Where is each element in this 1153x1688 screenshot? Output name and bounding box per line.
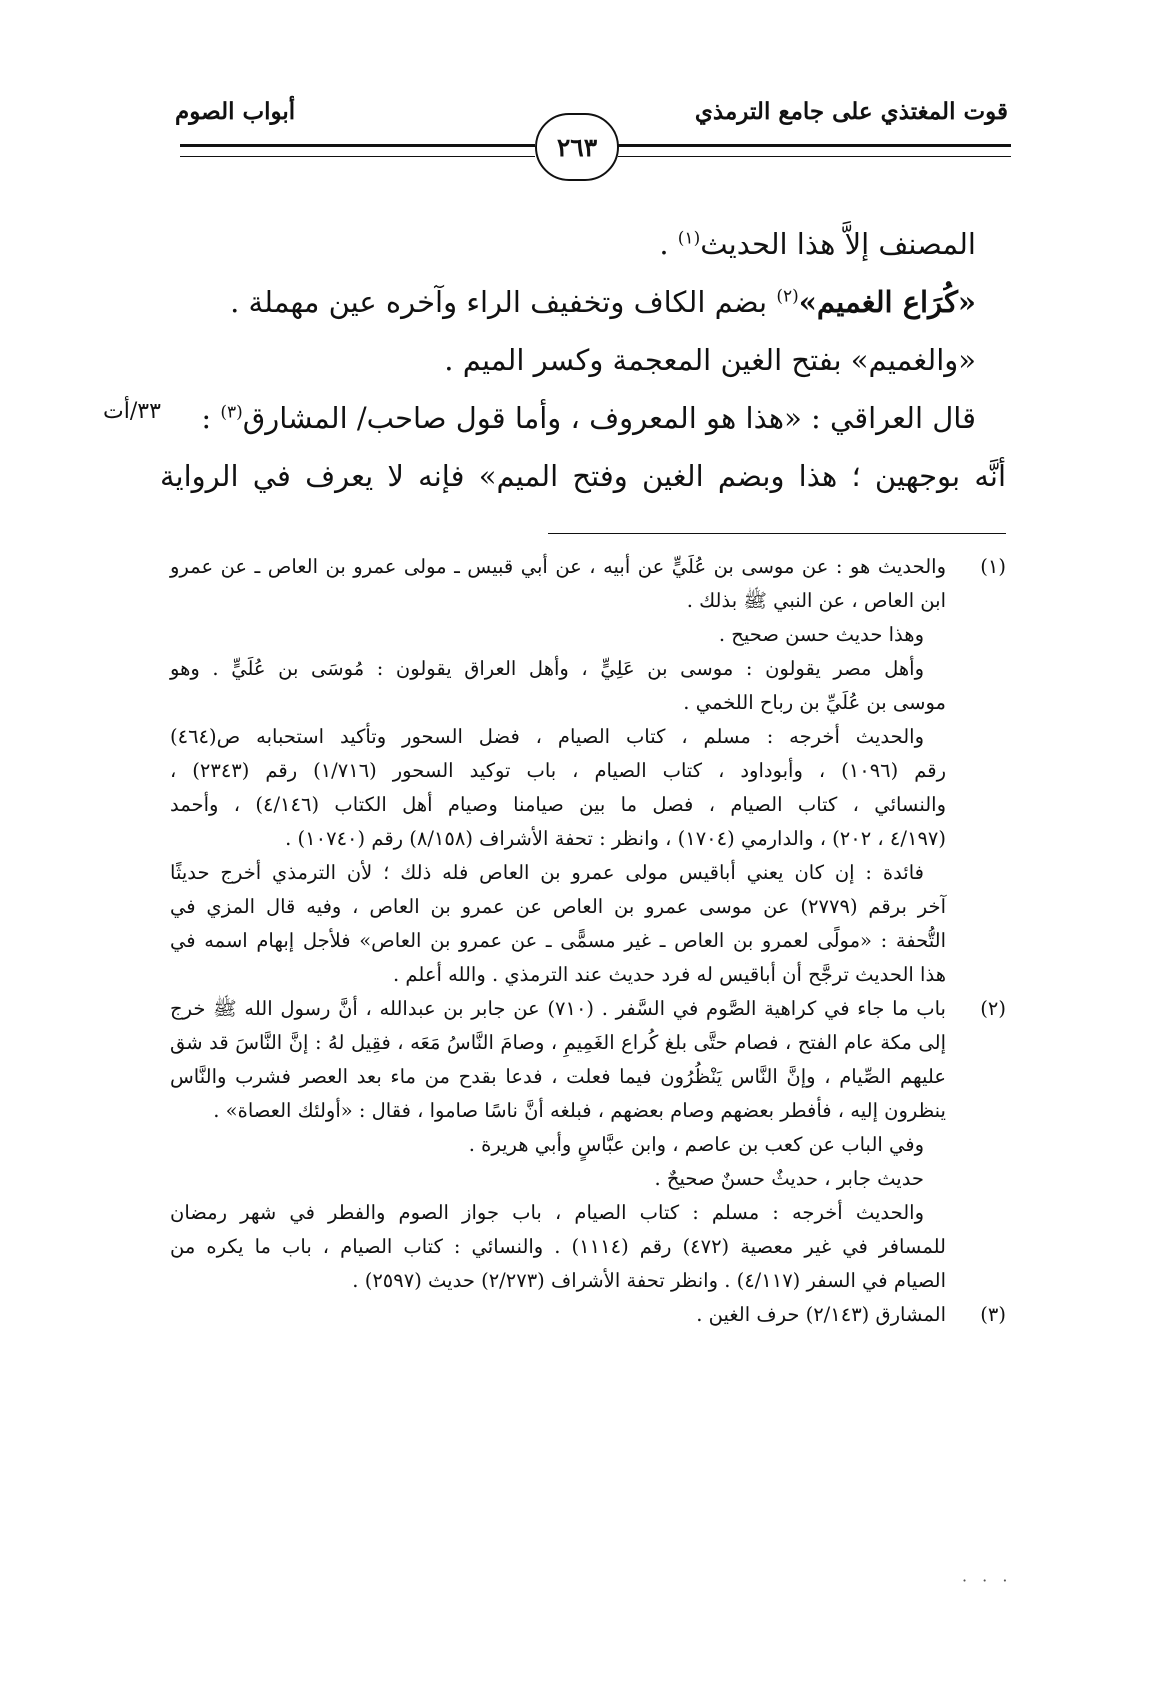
footnote-line: ينظرون إليه ، فأفطر بعضهم وصام بعضهم ، فبلغه أنَّ ناسًا صاموا ، فقال : «أولئك العصاة» .	[213, 1099, 946, 1122]
footnote-ref-1: (١)	[677, 228, 701, 249]
footnote-line: والحديث أخرجه : مسلم : كتاب الصيام ، باب جواز الصوم والفطر في شهر رمضان	[170, 1201, 924, 1224]
footnote-line: (٤/١٩٧ ، ٢٠٢) ، والدارمي (١٧٠٤) ، وانظر : تحفة الأشراف (٨/١٥٨) رقم (١٠٧٤٠) .	[285, 827, 946, 850]
body-line-3: «والغميم» بفتح الغين المعجمة وكسر الميم .	[444, 343, 976, 377]
footnote-line: رقم (١٠٩٦) ، وأبوداود ، كتاب الصيام ، باب توكيد السحور (١/٧١٦) رقم (٢٣٤٣) ،	[170, 759, 946, 782]
body-line-1-text: المصنف إلاَّ هذا الحديث	[700, 227, 976, 261]
footnote-line: هذا الحديث ترجَّح أن أباقيس له فرد حديث عند الترمذي . والله أعلم .	[393, 963, 946, 986]
footnote-line: إلى مكة عام الفتح ، فصام حتَّى بلغ كُراع الغَمِيمِ ، وصامَ النَّاسُ مَعَه ، فقِيل لهُ : إنَّ النَّاسَ قد شق	[170, 1031, 946, 1054]
footnote-line: حديث جابر ، حديثٌ حسنٌ صحيحٌ .	[654, 1167, 924, 1190]
term-kura-al-ghamim: «كُرَاع الغميم»	[798, 285, 976, 319]
footnote-line: وأهل مصر يقولون : موسى بن عَلِيٍّ ، وأهل العراق يقولون : مُوسَى بن عُلَيٍّ . وهو	[170, 657, 924, 680]
footnotes	[170, 550, 1006, 1332]
header-rule-right	[618, 144, 1011, 157]
footnote-ref-2: (٢)	[776, 286, 799, 307]
footnote-line: وفي الباب عن كعب بن عاصم ، وابن عبَّاسٍ وأبي هريرة .	[468, 1133, 924, 1156]
body-line-4-end: :	[201, 401, 221, 435]
footnote-line: ابن العاص ، عن النبي ﷺ بذلك .	[686, 589, 946, 612]
scan-speckles: · · ·	[962, 1571, 1013, 1590]
manuscript-margin-note: ٣٣/أت	[103, 399, 161, 424]
footnote-number: (٣)	[980, 1303, 1006, 1326]
footnote-line: والحديث هو : عن موسى بن عُلَيٍّ عن أبيه ، عن أبي قبيس ـ مولى عمرو بن العاص ـ عن عمرو	[170, 555, 946, 578]
footnote-line: والنسائي ، كتاب الصيام ، فصل ما بين صيامنا وصيام أهل الكتاب (٤/١٤٦) ، وأحمد	[170, 793, 946, 816]
footnote-number: (١)	[980, 555, 1006, 578]
body-line-2	[160, 273, 1006, 331]
footnote-line: المشارق (٢/١٤٣) حرف الغين .	[696, 1303, 946, 1326]
footnote-line: للمسافر في غير معصية (٤٧٢) رقم (١١١٤) . والنسائي : كتاب الصيام ، باب ما يكره من	[170, 1235, 946, 1258]
footnote-ref-3: (٣)	[220, 402, 243, 423]
footnote-line: الصيام في السفر (٤/١١٧) . وانظر تحفة الأشراف (٢/٢٧٣) حديث (٢٥٩٧) .	[352, 1269, 946, 1292]
header-rule-left	[180, 144, 535, 157]
page-number: ٢٦٣	[535, 113, 619, 181]
body-line-2-text: بضم الكاف وتخفيف الراء وآخره عين مهملة .	[230, 285, 777, 319]
body-line-1-end: .	[659, 227, 678, 261]
footnote-number: (٢)	[980, 997, 1006, 1020]
footnote-line: باب ما جاء في كراهية الصَّوم في السَّفر . (٧١٠) عن جابر بن عبدالله ، أنَّ رسول الله ﷺ خرج	[170, 997, 946, 1020]
footnote-1	[170, 550, 1006, 992]
body-line-4	[160, 389, 1006, 447]
footnote-separator	[548, 533, 1006, 534]
chapter-title: أبواب الصوم	[175, 98, 296, 125]
footnote-line: آخر برقم (٢٧٧٩) عن موسى عمرو بن العاص عن عمرو بن العاص ، وفيه قال المزي في	[170, 895, 946, 918]
book-title: قوت المغتذي على جامع الترمذي	[694, 98, 1008, 125]
body-line-5: أنَّه بوجهين ؛ هذا وبضم الغين وفتح الميم» فإنه لا يعرف في الرواية	[160, 459, 1006, 493]
footnote-line: عليهم الصِّيام ، وإنَّ النَّاس يَنْظُرُون فيما فعلت ، فدعا بقدح من ماء بعد العصر فشرب والنَّاس	[170, 1065, 946, 1088]
footnote-2	[170, 992, 1006, 1298]
footnote-line: موسى بن عُلَيِّ بن رباح اللخمي .	[683, 691, 946, 714]
footnote-line: وهذا حديث حسن صحيح .	[718, 623, 924, 646]
footnote-3	[170, 1298, 1006, 1332]
footnote-line: فائدة : إن كان يعني أباقيس مولى عمرو بن العاص فله ذلك ؛ لأن الترمذي أخرج حديثًا	[170, 861, 924, 884]
footnote-line: والحديث أخرجه : مسلم ، كتاب الصيام ، فضل السحور وتأكيد استحبابه ص(٤٦٤)	[170, 725, 924, 748]
footnote-line: التُّحفة : «مولًى لعمرو بن العاص ـ غير مسمًّى ـ عن عمرو بن العاص» فلأجل إبهام اسمه في	[170, 929, 946, 952]
body-line-1	[160, 215, 1006, 273]
main-text	[160, 215, 1006, 505]
body-line-4-text: قال العراقي : «هذا هو المعروف ، وأما قول صاحب/ المشارق	[242, 401, 976, 435]
